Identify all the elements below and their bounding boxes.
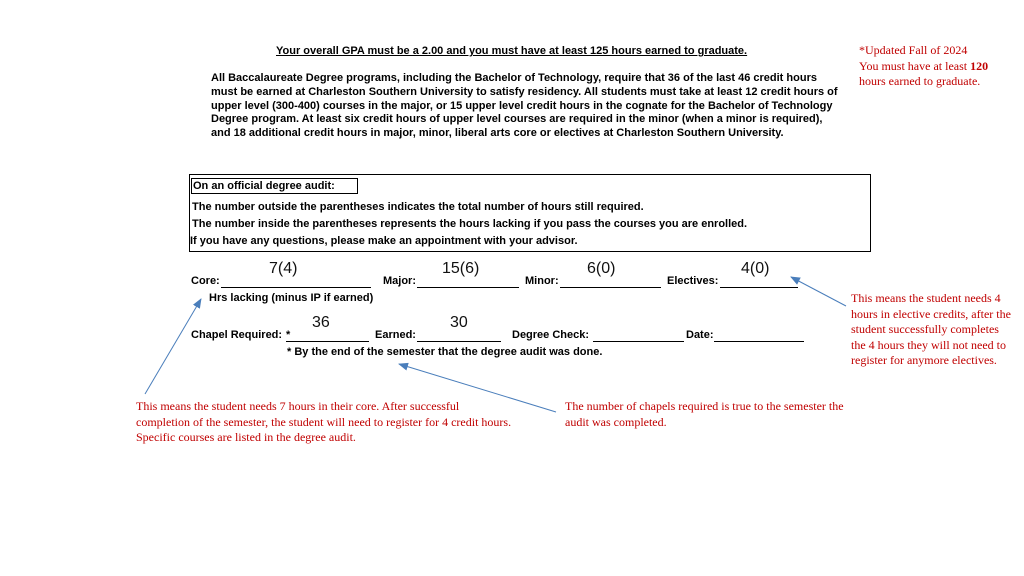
minor-label: Minor:: [525, 275, 559, 287]
electives-arrow: [791, 277, 846, 306]
chapel-arrow: [399, 364, 556, 412]
chapel-annotation: The number of chapels required is true to the semester the audit was completed.: [565, 399, 844, 429]
chapel-asterisk: *: [286, 329, 291, 341]
electives-value: 4(0): [741, 260, 770, 277]
audit-line-inside-parentheses: The number inside the parentheses represents the hours lacking if you pass the courses you are enrolled.: [192, 218, 748, 230]
hrs-lacking-label: Hrs lacking (minus IP if earned): [209, 292, 374, 304]
degree-check-label: Degree Check:: [512, 329, 590, 341]
residency-requirements-text: All Baccalaureate Degree programs, including the Bachelor of Technology, require that 36 of the last 46 credit hours must be earned at Charleston Southern University to satisfy residency. All students must take at least 12 credit hours of upper level (300-400) courses in the major, or 15 upper level credit hours in the cognate for the Bachelor of Technology Degree program. At least six credit hours of upper level courses are required in the minor (when a minor is required), and 18 additional credit hours in major, minor, liberal arts core or electives at Charleston Southern University.: [211, 72, 838, 140]
updated-note-line1: *Updated Fall of 2024: [859, 43, 968, 57]
core-value: 7(4): [269, 260, 298, 277]
earned-value: 30: [450, 314, 468, 331]
major-value: 15(6): [442, 260, 480, 277]
minor-value: 6(0): [587, 260, 616, 277]
chapel-required-value: 36: [312, 314, 330, 331]
electives-label: Electives:: [667, 275, 719, 287]
chapel-footnote: * By the end of the semester that the degree audit was done.: [287, 346, 603, 358]
core-annotation-text: This means the student needs 7 hours in their core. After successful completion of the semester, the student will need to register for 4 credit hours.: [136, 399, 512, 429]
updated-note-line3: hours earned to graduate.: [859, 74, 981, 88]
date-label: Date:: [686, 329, 714, 341]
chapel-required-label: Chapel Required:: [191, 329, 283, 341]
core-annotation-note: Specific courses are listed in the degree audit.: [136, 430, 356, 444]
gpa-requirement-heading: Your overall GPA must be a 2.00 and you must have at least 125 hours earned to graduate.: [276, 45, 748, 57]
core-label: Core:: [191, 275, 220, 287]
earned-label: Earned:: [375, 329, 416, 341]
audit-box-label: On an official degree audit:: [191, 178, 358, 194]
major-label: Major:: [383, 275, 416, 287]
audit-line-advisor: If you have any questions, please make an appointment with your advisor.: [190, 235, 578, 247]
updated-note-prefix: You must have at least: [859, 58, 971, 73]
audit-line-outside-parentheses: The number outside the parentheses indicates the total number of hours still required.: [192, 201, 644, 213]
electives-annotation: This means the student needs 4 hours in elective credits, after the student successfully completes the 4 hours they will not need to register for anymore electives.: [851, 291, 1011, 367]
core-arrow: [145, 299, 201, 394]
updated-note-hours: 120: [970, 58, 989, 73]
